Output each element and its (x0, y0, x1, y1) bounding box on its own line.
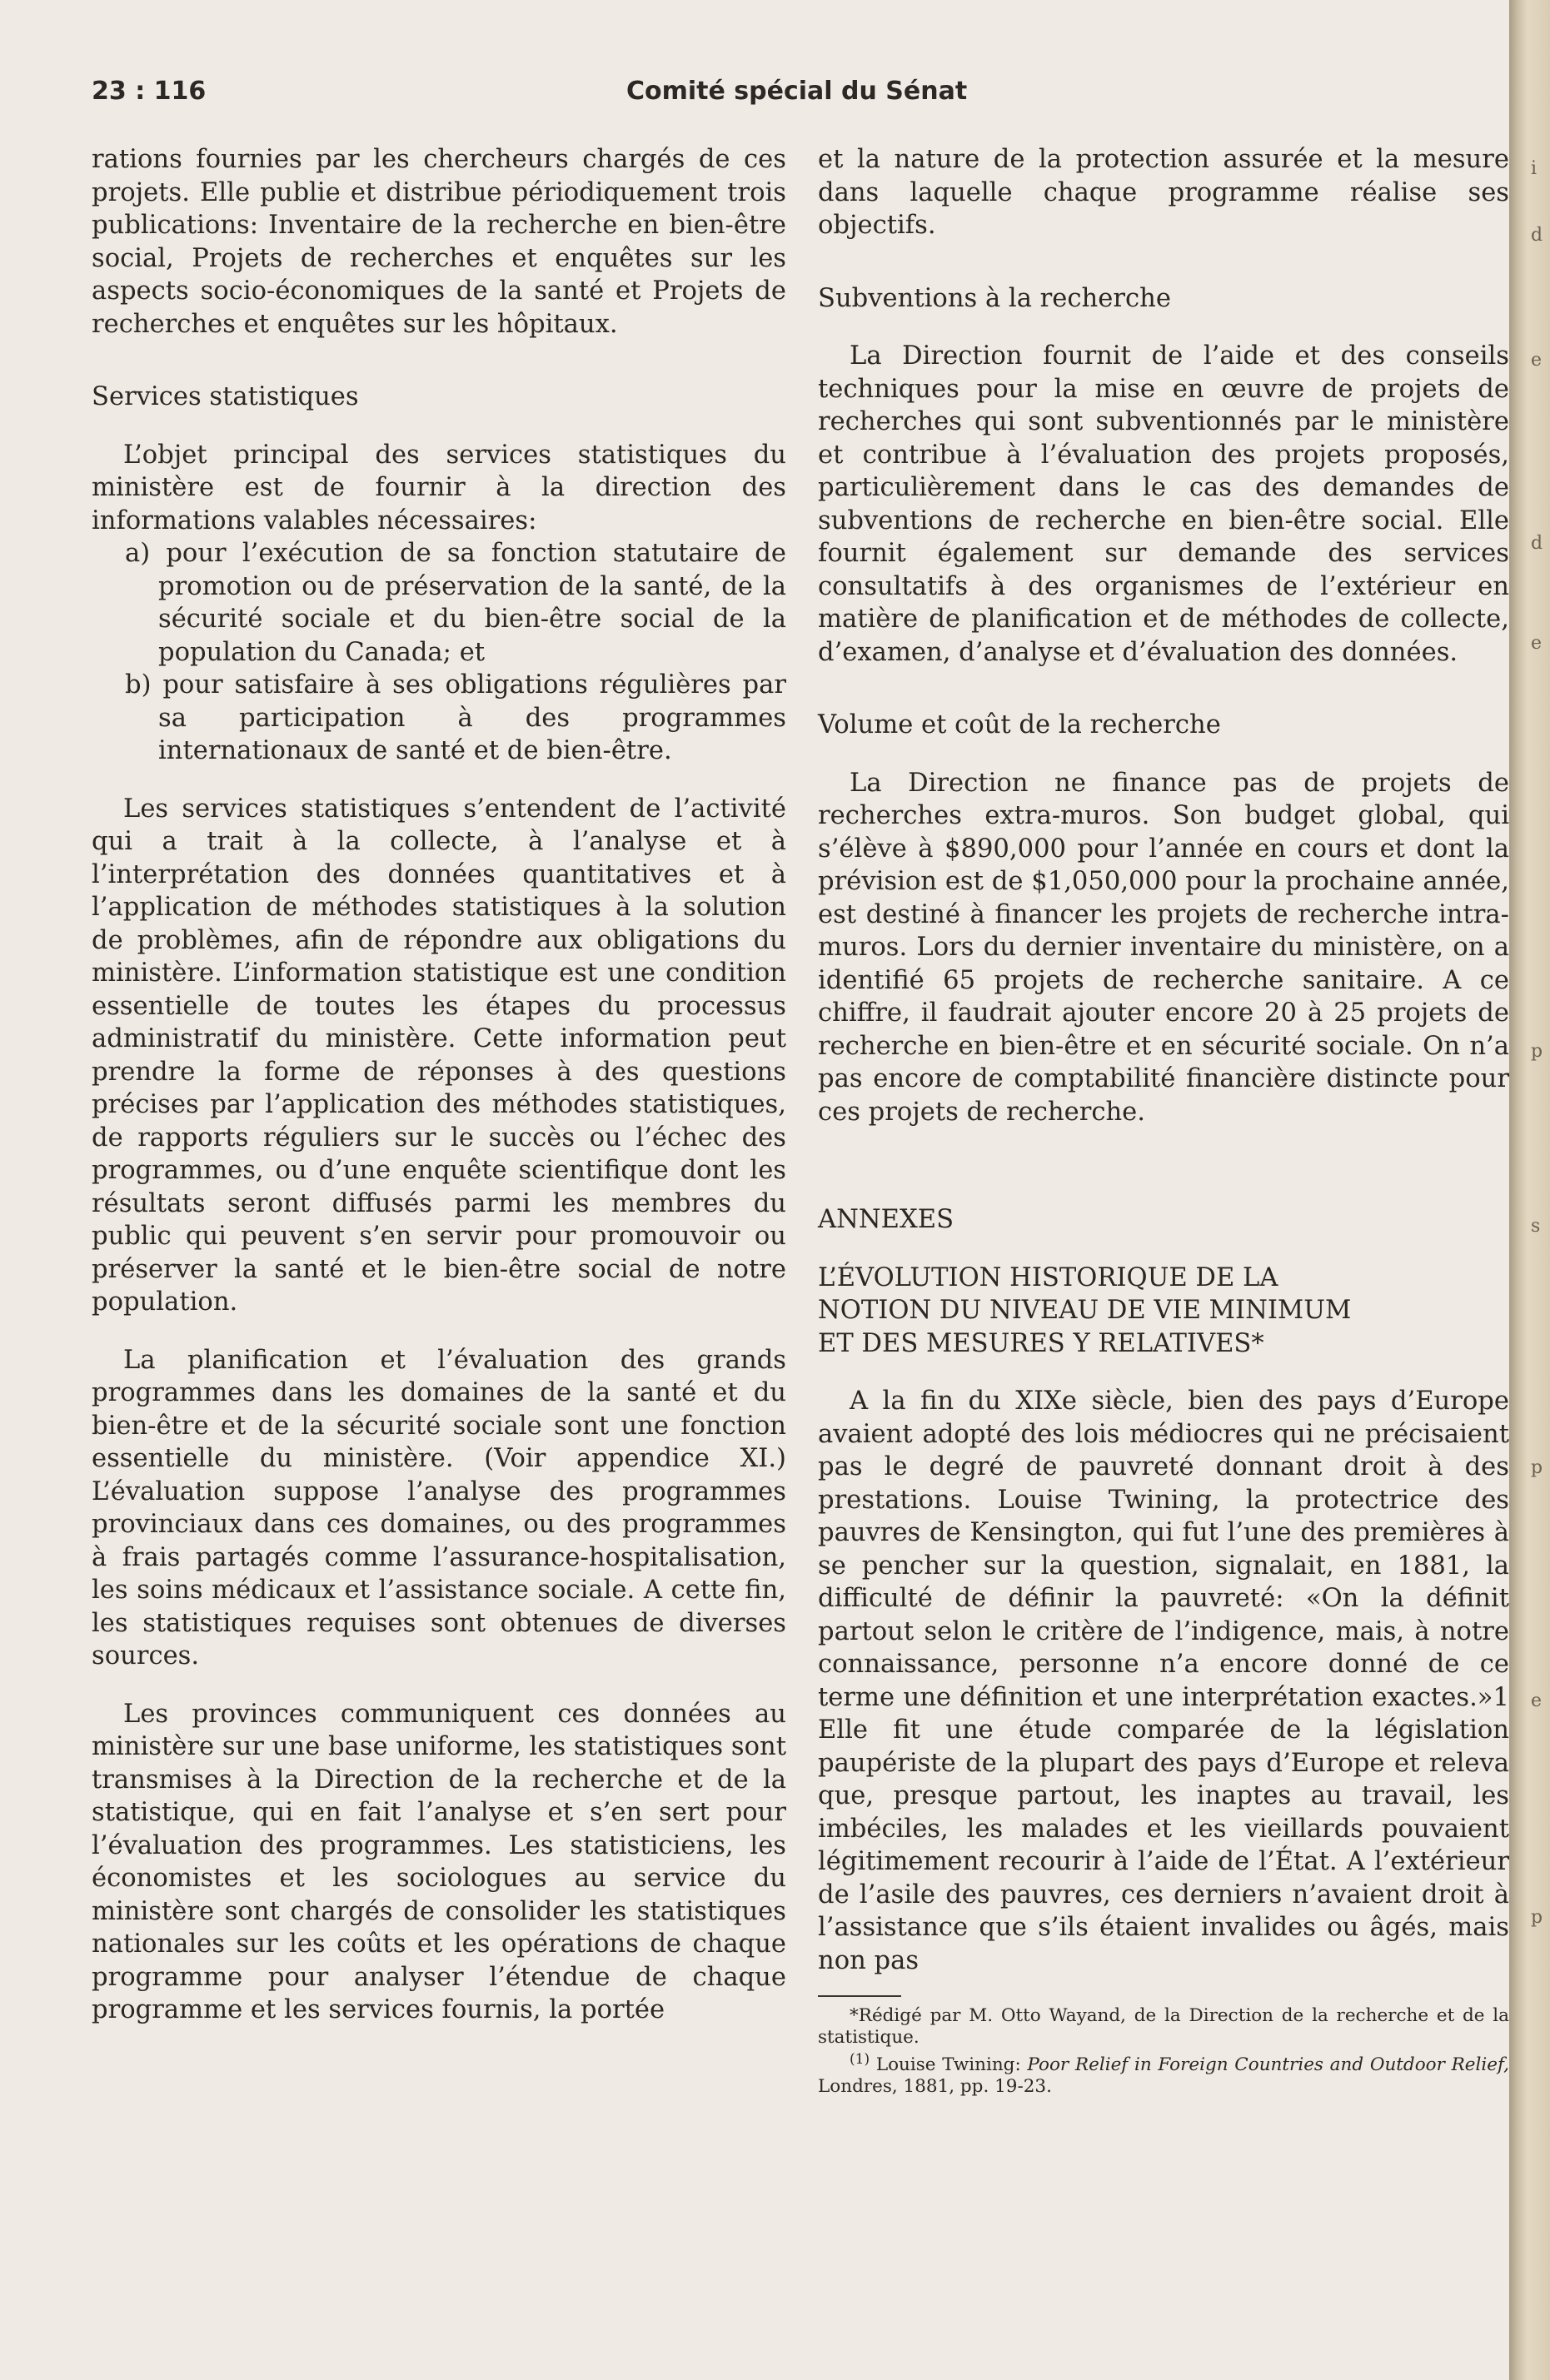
adjacent-page-edge: i d e d e p s p e p (1531, 158, 1543, 1928)
paragraph: L’objet principal des services statistiques du ministère est de fournir à la direction des informations valables nécessaires: (92, 440, 786, 535)
footnote-1: *Rédigé par M. Otto Wayand, de la Direction de la recherche et de la statistique. (818, 2005, 1509, 2048)
section-heading-volume-cout: Volume et coût de la recherche (818, 710, 1221, 739)
footnote-2 (818, 2049, 1509, 2098)
footnote-book-title: Poor Relief in Foreign Countries and Outdoor Relief, (1027, 2054, 1509, 2076)
paragraph: A la fin du XIXe siècle, bien des pays d’Europe avaient adopté des lois médiocres qui ne précisaient pas le degré de pauvreté donnant droit à des prestations. Louise Twining, la protectrice des pauvres de Kensington, qui fut l’une des premières à se pencher sur la question, signalait, en 1881, la difficulté de définir la pauvreté: «On la définit partout selon le critère de l’indigence, mais, à notre connaissance, personne n’a encore donné de ce terme une définition et une interprétation exactes.»1 Elle fit une étude comparée de la législation paupériste de la plupart des pays d’Europe et releva que, presque partout, les inaptes au travail, les imbéciles, les malades et les vieillards pouvaient légitimement recourir à l’aide de l’État. A l’extérieur de l’asile des pauvres, ces derniers n’avaient droit à l’assistance que s’ils étaient invalides ou âgés, mais non pas (818, 1387, 1509, 1975)
paragraph: La planification et l’évaluation des grands programmes dans les domaines de la santé et du bien-être et de la sécurité sociale sont une fonction essentielle du ministère. (Voir appendice XI.) L’évaluation suppose l’analyse des programmes provinciaux dans ces domaines, ou des programmes à frais partagés comme l’assurance-hospitalisation, les soins médicaux et l’assistance sociale. A cette fin, les statistiques requises sont obtenues de diverses sources. (92, 1345, 786, 1670)
footnote-publication-info: Londres, 1881, pp. 19-23. (818, 2076, 1052, 2098)
paragraph: et la nature de la protection assurée et la mesure dans laquelle chaque programme réalise ses objectifs. (818, 145, 1509, 240)
paragraph: Les services statistiques s’entendent de l’activité qui a trait à la collecte, à l’analyse et à l’interprétation des données quantitatives et à l’application de méthodes statistiques à la solution de problèmes, afin de répondre aux obligations du ministère. L’information statistique est une condition essentielle de toutes les étapes du processus administratif du ministère. Cette information peut prendre la forme de réponses à des questions précises par l’application des méthodes statistiques, de rapports réguliers sur le succès ou l’échec des programmes, ou d’une enquête scientifique dont les résultats seront diffusés parmi les membres du public qui peuvent s’en servir pour promouvoir ou préserver la santé et le bien-être social de notre population. (92, 794, 786, 1317)
section-heading-subventions: Subventions à la recherche (818, 283, 1171, 313)
paragraph: rations fournies par les chercheurs chargés de ces projets. Elle publie et distribue périodiquement trois publications: Inventaire de la recherche en bien-être social, Projets de recherches et enquêtes sur les aspects socio-économiques de la santé et Projets de recherches et enquêtes sur les hôpitaux. (92, 145, 786, 339)
paragraph: La Direction fournit de l’aide et des conseils techniques pour la mise en œuvre de projets de recherches qui sont subventionnés par le ministère et contribue à l’évaluation des projets proposés, particulièrement dans le cas des demandes de subventions de recherche en bien-être social. Elle fournit également sur demande des services consultatifs à des organismes de l’extérieur en matière de planification et de méthodes de collecte, d’examen, d’analyse et d’évaluation des données. (818, 341, 1509, 667)
footnote-rule (818, 1995, 901, 1997)
list-item-b: b) pour satisfaire à ses obligations régulières par sa participation à des programmes internationaux de santé et de bien-être. (125, 670, 786, 765)
paragraph: La Direction ne finance pas de projets de recherches extra-muros. Son budget global, qui s’élève à $890,000 pour l’année en cours et dont la prévision est de $1,050,000 pour la prochaine année, est destiné à financer les projets de recherche intra-muros. Lors du dernier inventaire du ministère, on a identifié 65 projets de recherche sanitaire. A ce chiffre, il faudrait ajouter encore 20 à 25 projets de recherche en bien-être et en sécurité sociale. On n’a pas encore de comptabilité financière distincte pour ces projets de recherche. (818, 768, 1509, 1127)
footnote-marker: (1) (850, 2051, 870, 2068)
annex-title-line-3: ET DES MESURES Y RELATIVES* (818, 1328, 1264, 1358)
page-number: 23 : 116 (92, 77, 207, 106)
left-column (92, 143, 786, 2027)
publication-title: Comité spécial du Sénat (626, 77, 968, 106)
annex-title-line-1: L’ÉVOLUTION HISTORIQUE DE LA (818, 1262, 1278, 1292)
right-column (818, 143, 1509, 2098)
section-heading-services-statistiques: Services statistiques (92, 382, 359, 411)
running-header (92, 77, 1508, 110)
annexes-heading: ANNEXES (818, 1205, 954, 1234)
paragraph: Les provinces communiquent ces données au ministère sur une base uniforme, les statistiques sont transmises à la Direction de la recherche et de la statistique, qui en fait l’analyse et s’en sert pour l’évaluation des programmes. Les statisticiens, les économistes et les sociologues au service du ministère sont chargés de consolider les statistiques nationales sur les coûts et les opérations de chaque programme pour analyser l’étendue de chaque programme et les services fournis, la portée (92, 1699, 786, 2024)
annex-title-line-2: NOTION DU NIVEAU DE VIE MINIMUM (818, 1296, 1352, 1325)
footnote-author: Louise Twining: (875, 2054, 1021, 2076)
list-item-a: a) pour l’exécution de sa fonction statutaire de promotion ou de préservation de la santé, de la sécurité sociale et du bien-être social de la population du Canada; et (125, 539, 786, 667)
